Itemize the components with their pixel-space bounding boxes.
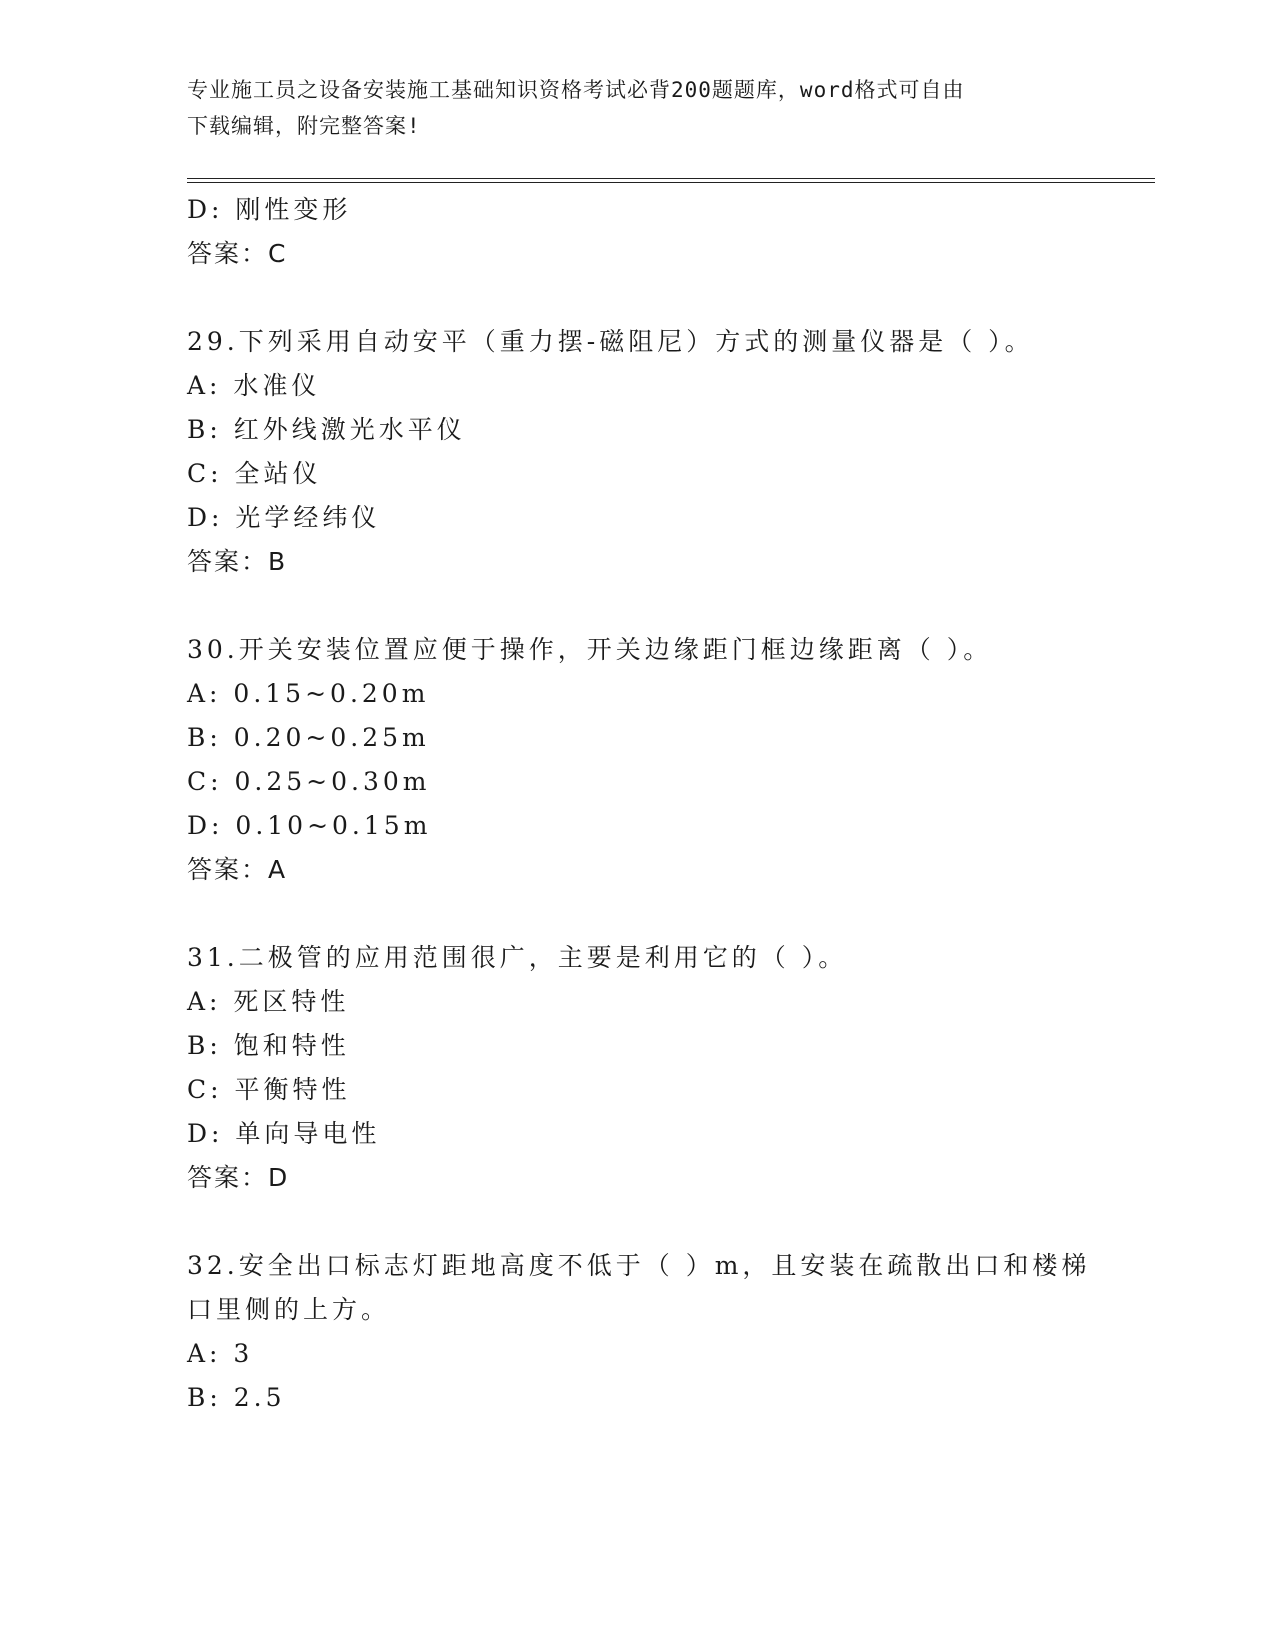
header-line-1: 专业施工员之设备安装施工基础知识资格考试必背200题题库，word格式可自由 — [187, 78, 965, 102]
question-30-option-c: C: 0.25~0.30m — [187, 767, 431, 796]
question-30-answer: 答案：A — [187, 855, 288, 884]
prev-option-d: D: 刚性变形 — [187, 195, 352, 224]
question-32-stem: 32.安全出口标志灯距地高度不低于（ ）m，且安装在疏散出口和楼梯 — [187, 1251, 1091, 1280]
question-31-option-b: B: 饱和特性 — [187, 1031, 350, 1060]
question-29-option-b: B: 红外线激光水平仪 — [187, 415, 466, 444]
question-32-option-a: A: 3 — [187, 1339, 254, 1368]
document-header — [187, 72, 1067, 144]
header-line-2: 下载编辑，附完整答案! — [187, 114, 421, 138]
question-29-option-c: C: 全站仪 — [187, 459, 322, 488]
header-divider — [187, 178, 1155, 183]
question-32-option-b: B: 2.5 — [187, 1383, 286, 1412]
question-30-option-a: A: 0.15~0.20m — [187, 679, 430, 708]
question-29-option-a: A: 水准仪 — [187, 371, 321, 400]
question-31-stem: 31.二极管的应用范围很广，主要是利用它的（ ）。 — [187, 943, 848, 972]
question-29-option-d: D: 光学经纬仪 — [187, 503, 381, 532]
question-31-option-a: A: 死区特性 — [187, 987, 350, 1016]
question-31-answer: 答案：D — [187, 1163, 290, 1192]
prev-answer: 答案：C — [187, 239, 288, 268]
question-30-option-b: B: 0.20~0.25m — [187, 723, 430, 752]
question-29-stem: 29.下列采用自动安平（重力摆-磁阻尼）方式的测量仪器是（ ）。 — [187, 327, 1034, 356]
question-29-answer: 答案：B — [187, 547, 288, 576]
question-31-option-d: D: 单向导电性 — [187, 1119, 381, 1148]
question-31-option-c: C: 平衡特性 — [187, 1075, 351, 1104]
question-32-stem-continued: 口里侧的上方。 — [187, 1295, 391, 1324]
question-30-stem: 30.开关安装位置应便于操作，开关边缘距门框边缘距离（ ）。 — [187, 635, 993, 664]
question-30-option-d: D: 0.10~0.15m — [187, 811, 432, 840]
